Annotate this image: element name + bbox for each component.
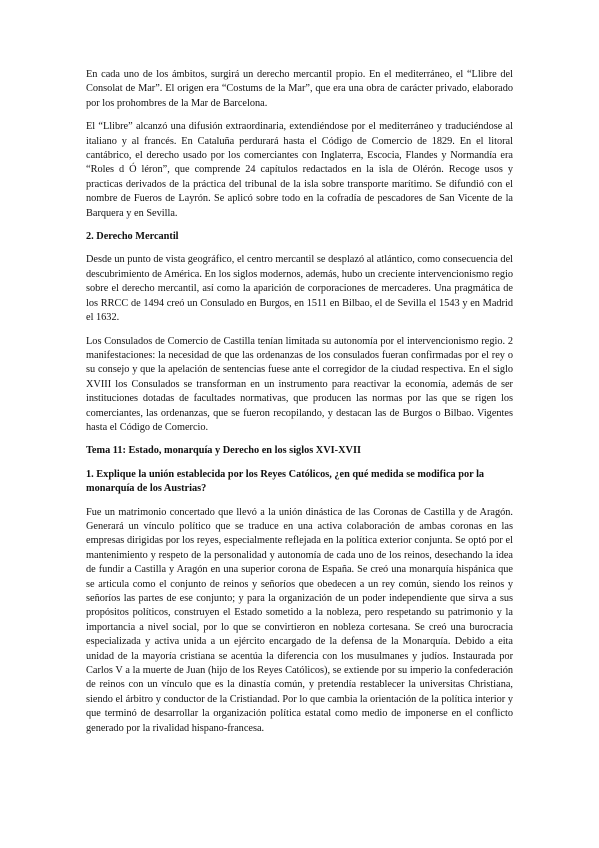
paragraph-centro-mercantil: Desde un punto de vista geográfico, el centro mercantil se desplazó al atlántico, como consecuencia del descubrimiento de América. En los siglos modernos, además, hubo un creciente intervencionismo regio sobre el derecho mercantil, así como la aparición de corporaciones de mercaderes. Una pragmática de los RRCC de 1494 creó un Consulado en Burgos, en 1511 en Bilbao, el de Sevilla el 1543 y en Madrid el 1632.	[86, 254, 513, 324]
heading-tema-11: Tema 11: Estado, monarquía y Derecho en los siglos XVI-XVII	[86, 445, 361, 457]
paragraph-llibre: El “Llibre” alcanzó una difusión extraordinaria, extendiéndose por el mediterráneo y traduciéndose al italiano y al francés. En Cataluña perdurará hasta el Código de Comercio de 1829. En el litoral cantábrico, el derecho usado por los comerciantes con Inglaterra, Escocia, Flandes y Normandía era “Roles d Ó léron”, que comprende 24 capítulos redactados en la isla de Olérón. Recoge usos y practicas derivados de la práctica del tribunal de la isla sobre transporte marítimo. Se difundió con el nombre de Fueros de Layrón. Se aplicó sobre todo en la cofradía de pescadores de San Vicente de la Barquera y en Sevilla.	[86, 121, 513, 219]
heading-derecho-mercantil: 2. Derecho Mercantil	[86, 231, 179, 243]
paragraph-consulados: Los Consulados de Comercio de Castilla tenían limitada su autonomía por el intervencionismo regio. 2 manifestaciones: la necesidad de que las ordenanzas de los consulados fueran confirmadas por el rey o su consejo y que la apelación de sentencias fuese ante el corregidor de la ciudad respectiva. En el siglo XVIII los Consulados se transforman en un instrumento para reactivar la economía, además de ser instituciones dotadas de facultades normativas, que producen las normas por las que se rigen los comerciantes, las ordenanzas, que se fueron recopilando, y destacan las de Burgos o Bilbao. Vigentes hasta el Código de Comercio.	[86, 335, 513, 433]
heading-question-1: 1. Explique la unión establecida por los Reyes Católicos, ¿en qué medida se modifica por la monarquía de los Austrias?	[86, 468, 485, 495]
paragraph-consolat: En cada uno de los ámbitos, surgirá un derecho mercantil propio. En el mediterráneo, el “Llibre del Consolat de Mar”. El origen era “Costums de la Mar”, que era una obra de carácter privado, elaborado por los prohombres de la Mar de Barcelona.	[86, 69, 513, 109]
paragraph-reyes-catolicos: Fue un matrimonio concertado que llevó a la unión dinástica de las Coronas de Castilla y de Aragón. Generará un vínculo político que se traduce en una activa colaboración de ambas coronas en las empresas dirigidas por los reyes, especialmente reflejada en la política exterior conjunta. Se optó por el mantenimiento y respeto de la personalidad y autonomía de cada uno de los reinos, desechando la idea de fundir a Castilla y Aragón en una superior corona de España. Se creó una monarquía hispánica que se articula como el conjunto de reinos y señoríos que obedecen a un rey común, siendo los reinos y señoríos las partes de ese conjunto; y para la organización de un poder independiente que sirva a sus propósitos políticos, construyen el Estado sometido a la nobleza, pero respetando su patrimonio y la importancia a nivel social, por lo que se convirtieron en nobleza cortesana. Se creó una burocracia especializada y activa unida a un ejército encargado de la defensa de la Monarquía. Debido a eita unidad de la mayoría cristiana se acentúa la diferencia con los musulmanes y judíos. Instaurada por Carlos V a la muerte de Juan (hijo de los Reyes Católicos), se extiende por su imperio la confederación de reinos con un vínculo que es la dinastía común, y pretendía restablecer la universitas Christiana, siendo el árbitro y conductor de la Cristiandad. Por lo que cambia la orientación de la política interior y que terminó de desarrollar la organización política estatal como medio de imponerse en el conflicto generado por la rivalidad hispano-francesa.	[86, 506, 513, 734]
